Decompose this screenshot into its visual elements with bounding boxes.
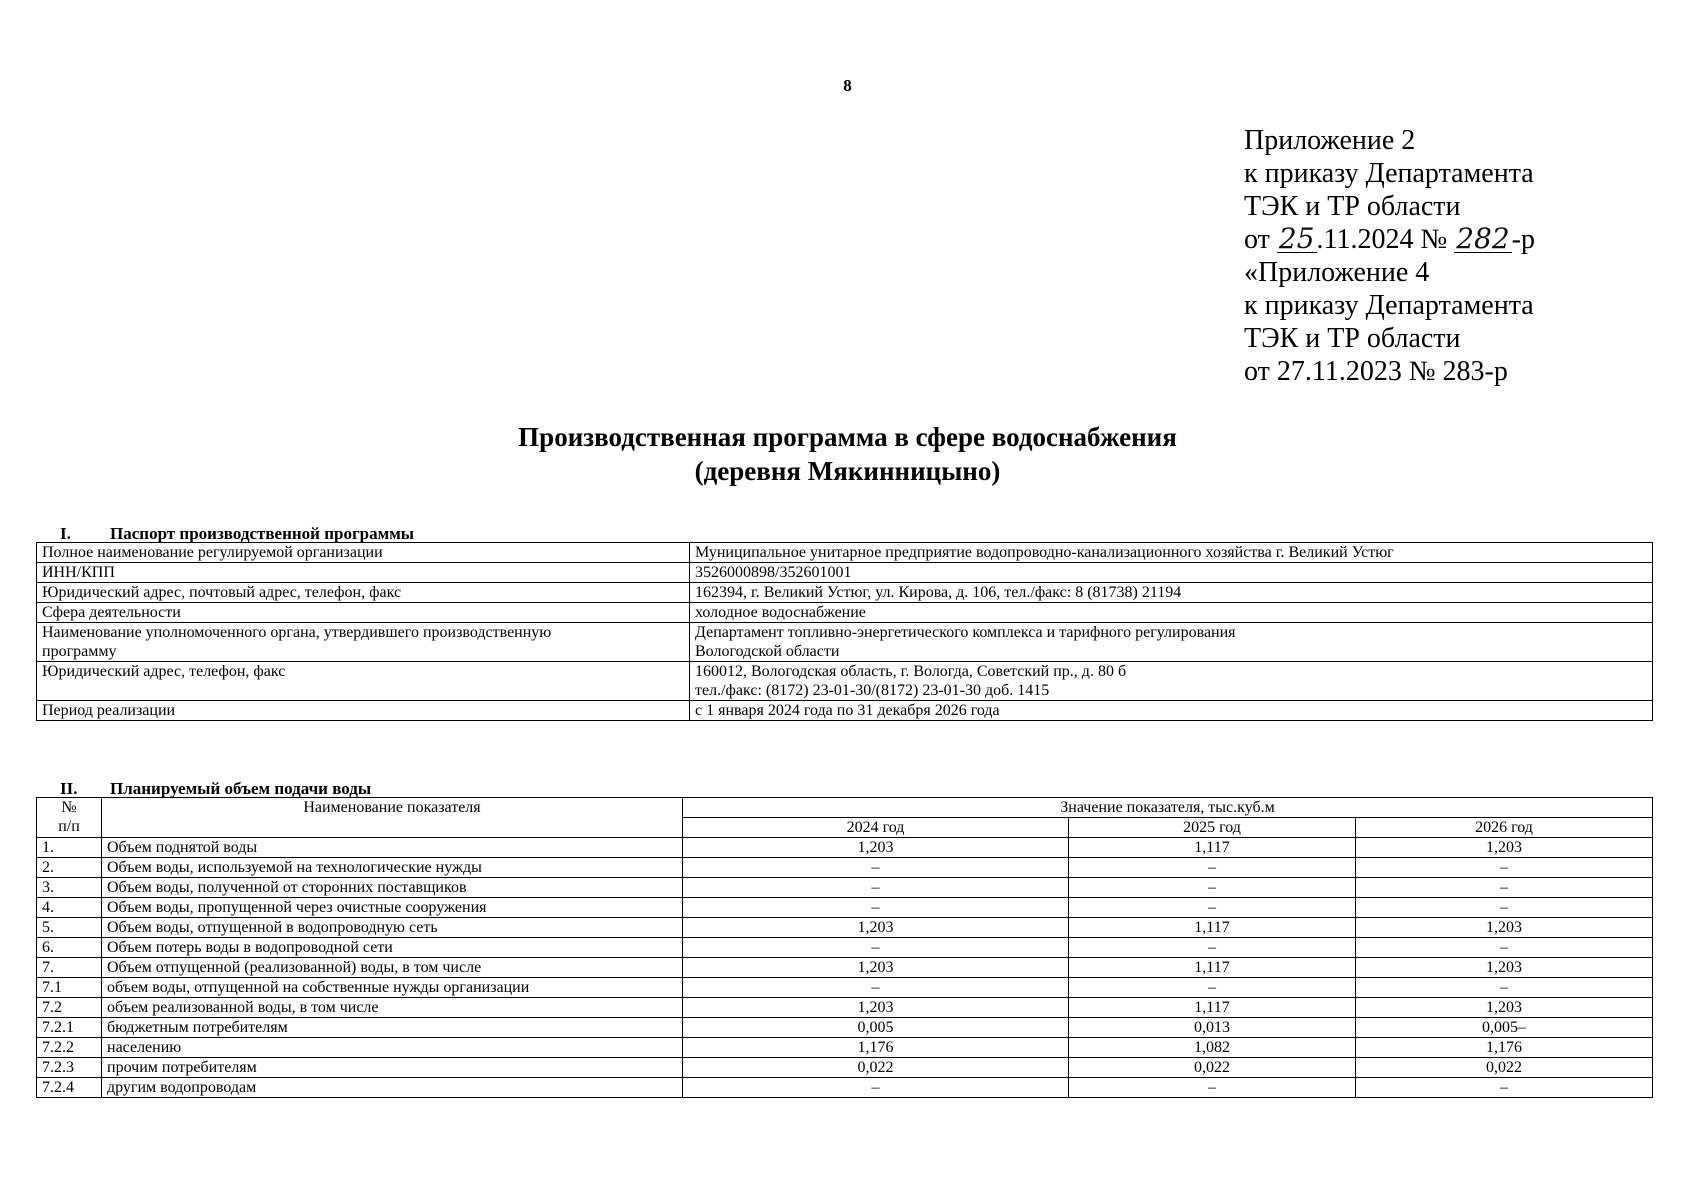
appendix-order-line: [1244, 223, 1535, 256]
row-value-2025: –: [1069, 858, 1356, 878]
row-value-2026: 1,203: [1356, 958, 1653, 978]
table-row: [37, 583, 1653, 603]
document-title: [0, 420, 1695, 488]
row-indicator-name: другим водопроводам: [102, 1078, 683, 1098]
row-indicator-name: Объем воды, пропущенной через очистные сооружения: [102, 898, 683, 918]
row-value-2026: –: [1356, 978, 1653, 998]
row-number: 7.2.4: [37, 1078, 102, 1098]
table-row: [37, 701, 1653, 721]
passport-value: Муниципальное унитарное предприятие водопроводно-канализационного хозяйства г. Великий Устюг: [690, 543, 1653, 563]
appendix-line: к приказу Департамента: [1244, 158, 1534, 189]
table-row: [37, 878, 1653, 898]
row-value-2026: 1,203: [1356, 838, 1653, 858]
appendix-line: к приказу Департамента: [1244, 290, 1534, 321]
row-value-2025: –: [1069, 898, 1356, 918]
row-number: 7.2.2: [37, 1038, 102, 1058]
column-header-year: 2024 год: [683, 818, 1069, 838]
row-number: 3.: [37, 878, 102, 898]
column-header-name: Наименование показателя: [102, 798, 683, 838]
passport-value: [690, 662, 1653, 701]
section-1-heading: [60, 524, 414, 544]
row-value-2025: 1,082: [1069, 1038, 1356, 1058]
row-indicator-name: Объем потерь воды в водопроводной сети: [102, 938, 683, 958]
appendix-block: [1244, 124, 1535, 388]
row-value-2025: 0,022: [1069, 1058, 1356, 1078]
row-value-2024: 1,203: [683, 998, 1069, 1018]
column-header-year: 2025 год: [1069, 818, 1356, 838]
passport-value-line: Вологодской области: [695, 643, 840, 660]
table-row: [37, 978, 1653, 998]
row-value-2026: –: [1356, 938, 1653, 958]
row-number: 7.: [37, 958, 102, 978]
section-number: I.: [60, 524, 71, 543]
row-number: 7.1: [37, 978, 102, 998]
table-row: [37, 958, 1653, 978]
page-number: 8: [843, 76, 852, 95]
appendix-line: ТЭК и ТР области: [1244, 323, 1461, 354]
header-text: №: [61, 799, 77, 816]
title-subline: (деревня Мякинницыно): [694, 456, 1001, 486]
row-indicator-name: Объем отпущенной (реализованной) воды, в том числе: [102, 958, 683, 978]
header-text: п/п: [58, 818, 80, 835]
row-value-2025: –: [1069, 878, 1356, 898]
order-suffix: -р: [1511, 224, 1535, 255]
row-value-2026: –: [1356, 898, 1653, 918]
appendix-line: Приложение 2: [1244, 125, 1416, 156]
section-2-heading: [60, 779, 371, 799]
row-value-2024: 1,203: [683, 838, 1069, 858]
row-value-2025: –: [1069, 1078, 1356, 1098]
row-value-2026: –: [1356, 858, 1653, 878]
row-value-2026: 1,203: [1356, 998, 1653, 1018]
row-value-2025: 1,117: [1069, 838, 1356, 858]
row-value-2025: 1,117: [1069, 998, 1356, 1018]
row-indicator-name: Объем воды, полученной от сторонних поставщиков: [102, 878, 683, 898]
passport-value: 3526000898/352601001: [690, 563, 1653, 583]
table-header-row: [37, 798, 1653, 818]
passport-key: Юридический адрес, телефон, факс: [37, 662, 690, 701]
row-value-2025: 1,117: [1069, 918, 1356, 938]
row-number: 2.: [37, 858, 102, 878]
row-value-2024: 0,022: [683, 1058, 1069, 1078]
passport-value: с 1 января 2024 года по 31 декабря 2026 года: [690, 701, 1653, 721]
row-value-2024: –: [683, 858, 1069, 878]
table-row: [37, 918, 1653, 938]
row-indicator-name: бюджетным потребителям: [102, 1018, 683, 1038]
row-value-2024: –: [683, 978, 1069, 998]
order-date: .11.2024 №: [1316, 224, 1455, 255]
row-value-2024: 1,203: [683, 958, 1069, 978]
row-value-2026: 1,203: [1356, 918, 1653, 938]
title-line: Производственная программа в сфере водоснабжения: [518, 422, 1177, 452]
row-indicator-name: прочим потребителям: [102, 1058, 683, 1078]
passport-key: Период реализации: [37, 701, 690, 721]
appendix-line: «Приложение 4: [1244, 257, 1430, 288]
section-title: Паспорт производственной программы: [110, 524, 415, 543]
table-row: [37, 1058, 1653, 1078]
appendix-line: от 27.11.2023 № 283-р: [1244, 356, 1508, 387]
passport-value-line: 160012, Вологодская область, г. Вологда, Советский пр., д. 80 б: [695, 663, 1127, 680]
row-value-2024: –: [683, 938, 1069, 958]
passport-key: ИНН/КПП: [37, 563, 690, 583]
table-row: [37, 838, 1653, 858]
passport-key: Сфера деятельности: [37, 603, 690, 623]
row-indicator-name: объем реализованной воды, в том числе: [102, 998, 683, 1018]
row-value-2024: 1,176: [683, 1038, 1069, 1058]
table-row: [37, 898, 1653, 918]
table-row: [37, 938, 1653, 958]
row-value-2026: 0,005–: [1356, 1018, 1653, 1038]
row-number: 6.: [37, 938, 102, 958]
table-row: [37, 1038, 1653, 1058]
handwritten-day: 25: [1278, 222, 1315, 255]
row-indicator-name: объем воды, отпущенной на собственные нужды организации: [102, 978, 683, 998]
row-indicator-name: Объем воды, используемой на технологические нужды: [102, 858, 683, 878]
table-row: [37, 1078, 1653, 1098]
row-value-2024: –: [683, 898, 1069, 918]
row-value-2026: –: [1356, 878, 1653, 898]
passport-key-line: программу: [42, 643, 117, 660]
row-value-2024: –: [683, 1078, 1069, 1098]
order-prefix: от: [1244, 224, 1277, 255]
passport-key: [37, 623, 690, 662]
water-volume-table: [36, 797, 1653, 1098]
passport-value-line: Департамент топливно-энергетического комплекса и тарифного регулирования: [695, 624, 1236, 641]
row-value-2024: 0,005: [683, 1018, 1069, 1038]
passport-value: 162394, г. Великий Устюг, ул. Кирова, д. 106, тел./факс: 8 (81738) 21194: [690, 583, 1653, 603]
section-title: Планируемый объем подачи воды: [110, 779, 372, 798]
table-row: [37, 1018, 1653, 1038]
row-value-2026: –: [1356, 1078, 1653, 1098]
table-row: [37, 662, 1653, 701]
column-header-number: [37, 798, 102, 838]
row-number: 7.2: [37, 998, 102, 1018]
row-indicator-name: населению: [102, 1038, 683, 1058]
row-value-2025: –: [1069, 938, 1356, 958]
passport-value: холодное водоснабжение: [690, 603, 1653, 623]
column-header-year: 2026 год: [1356, 818, 1653, 838]
volume-table-body: [37, 838, 1653, 1098]
table-row: [37, 563, 1653, 583]
passport-key: Полное наименование регулируемой организации: [37, 543, 690, 563]
table-row: [37, 998, 1653, 1018]
passport-table: [36, 542, 1653, 721]
table-row: [37, 623, 1653, 662]
row-number: 7.2.1: [37, 1018, 102, 1038]
row-value-2025: 0,013: [1069, 1018, 1356, 1038]
row-indicator-name: Объем воды, отпущенной в водопроводную сеть: [102, 918, 683, 938]
row-number: 5.: [37, 918, 102, 938]
appendix-line: ТЭК и ТР области: [1244, 191, 1461, 222]
table-row: [37, 543, 1653, 563]
row-number: 1.: [37, 838, 102, 858]
row-value-2025: 1,117: [1069, 958, 1356, 978]
row-number: 4.: [37, 898, 102, 918]
row-number: 7.2.3: [37, 1058, 102, 1078]
row-value-2025: –: [1069, 978, 1356, 998]
row-indicator-name: Объем поднятой воды: [102, 838, 683, 858]
column-header-value: Значение показателя, тыс.куб.м: [683, 798, 1653, 818]
row-value-2024: –: [683, 878, 1069, 898]
table-row: [37, 858, 1653, 878]
row-value-2024: 1,203: [683, 918, 1069, 938]
passport-value-line: тел./факс: (8172) 23-01-30/(8172) 23-01-30 доб. 1415: [695, 682, 1050, 699]
passport-key-line: Наименование уполномоченного органа, утвердившего производственную: [42, 624, 552, 641]
section-number: II.: [60, 779, 78, 798]
passport-value: [690, 623, 1653, 662]
handwritten-order-number: 282: [1456, 222, 1510, 255]
table-row: [37, 603, 1653, 623]
row-value-2026: 1,176: [1356, 1038, 1653, 1058]
row-value-2026: 0,022: [1356, 1058, 1653, 1078]
passport-key: Юридический адрес, почтовый адрес, телефон, факс: [37, 583, 690, 603]
